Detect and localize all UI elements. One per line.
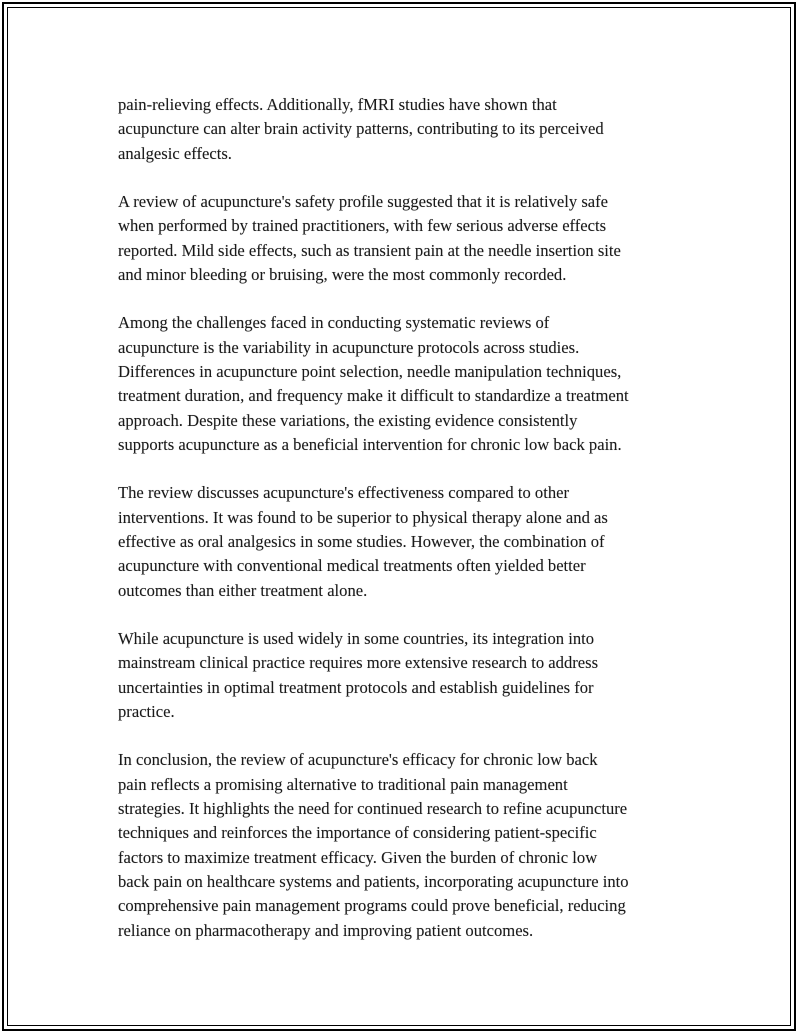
- paragraph-challenges: Among the challenges faced in conducting systematic reviews of acupuncture is the variability in acupuncture protocols across studies. Differences in acupuncture point selection, needle manipulation techniques, treatment duration, and frequency make it difficult to standardize a treatment approach. Despite these variations, the existing evidence consistently supports acupuncture as a beneficial intervention for chronic low back pain.: [118, 313, 629, 454]
- paragraph-integration: While acupuncture is used widely in some countries, its integration into mainstream clinical practice requires more extensive research to address uncertainties in optimal treatment protocols and establish guidelines for practice.: [118, 629, 599, 721]
- paragraph-safety: A review of acupuncture's safety profile suggested that it is relatively safe when performed by trained practitioners, with few serious adverse effects reported. Mild side effects, such as transient pain at the needle insertion site and minor bleeding or bruising, were the most commonly recorded.: [118, 192, 621, 284]
- paragraph-comparison: The review discusses acupuncture's effectiveness compared to other interventions. It was found to be superior to physical therapy alone and as effective as oral analgesics in some studies. However, the combination of acupuncture with conventional medical treatments often yielded better outcomes than either treatment alone.: [118, 483, 608, 600]
- document-body: [118, 93, 698, 967]
- paragraph-conclusion: In conclusion, the review of acupuncture's efficacy for chronic low back pain reflects a promising alternative to traditional pain management strategies. It highlights the need for continued research to refine acupuncture techniques and reinforces the importance of considering patient-specific factors to maximize treatment efficacy. Given the burden of chronic low back pain on healthcare systems and patients, incorporating acupuncture into comprehensive pain management programs could prove beneficial, reducing reliance on pharmacotherapy and improving patient outcomes.: [118, 750, 629, 940]
- paragraph-mechanism: pain-relieving effects. Additionally, fMRI studies have shown that acupuncture can alter brain activity patterns, contributing to its perceived analgesic effects.: [118, 95, 604, 163]
